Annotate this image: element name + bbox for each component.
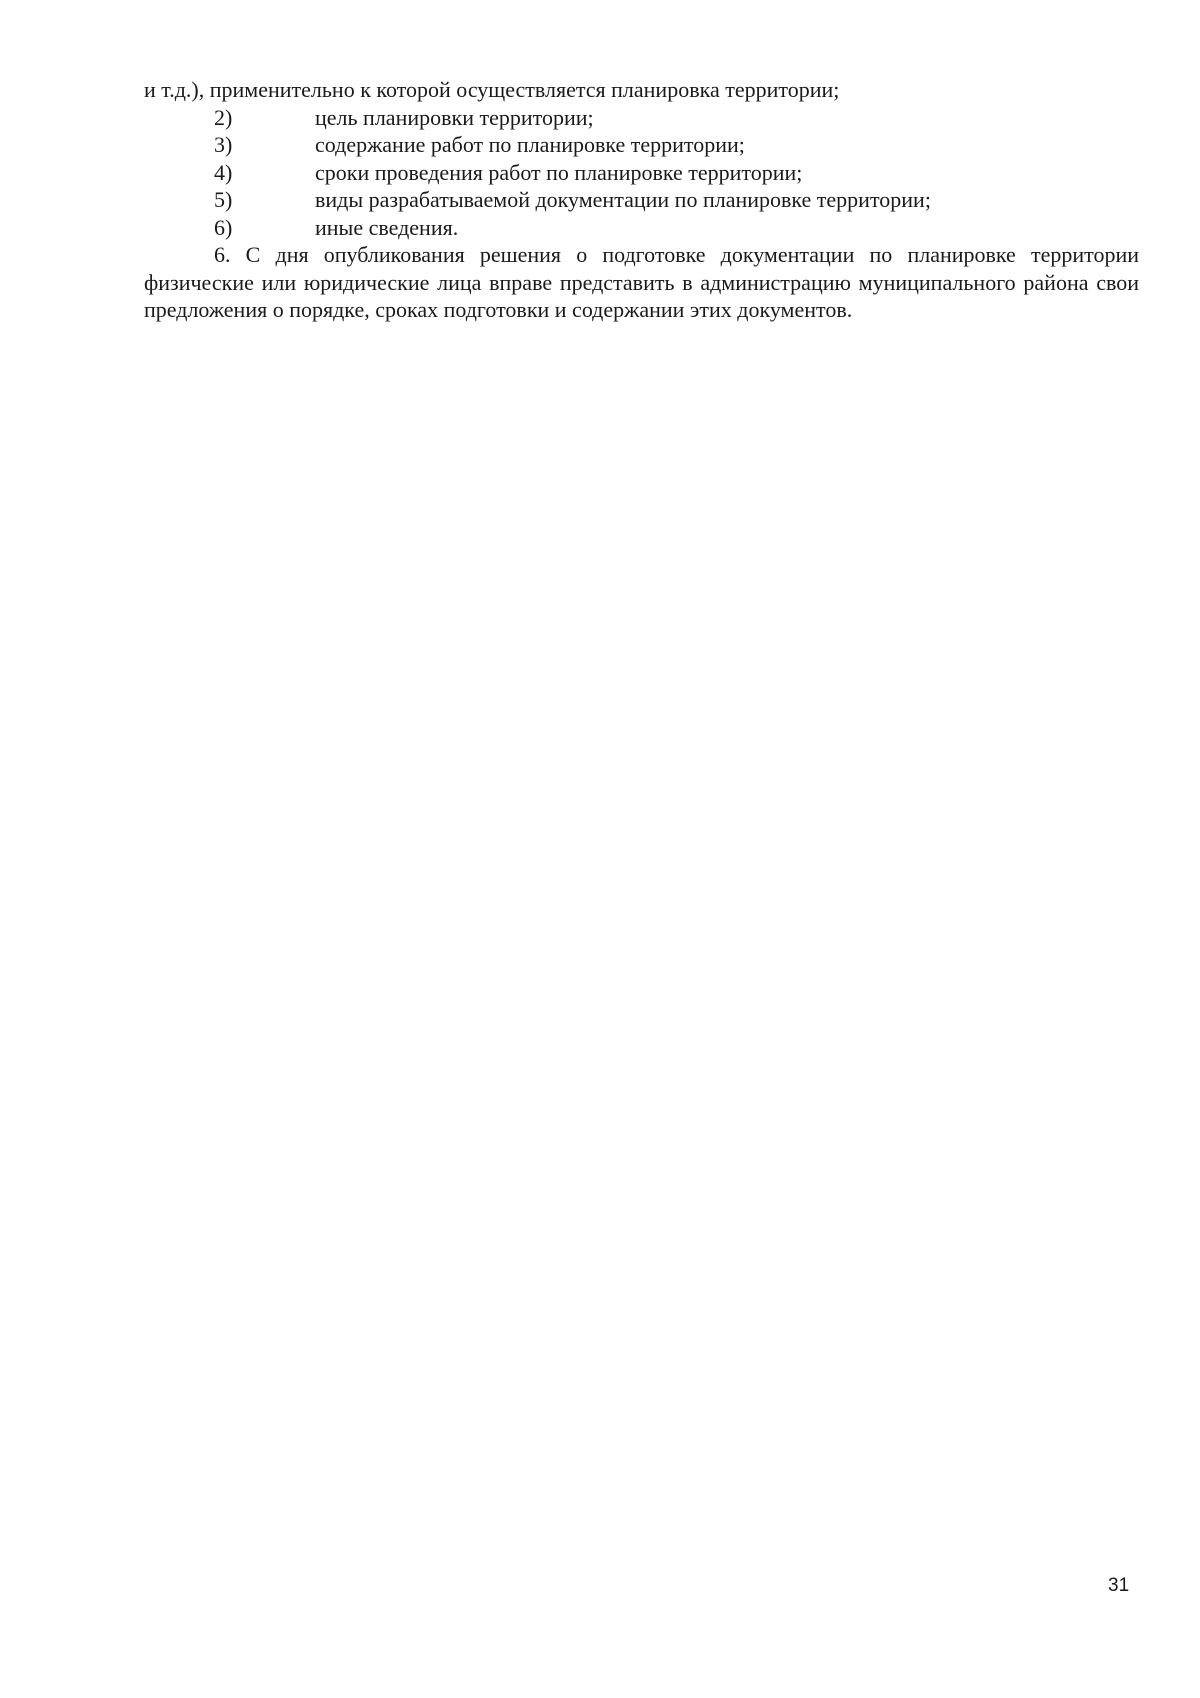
list-item [144, 159, 1139, 187]
list-item-text: содержание работ по планировке территории; [315, 132, 745, 157]
list-item [144, 186, 1139, 214]
list-item-number: 6) [214, 214, 233, 240]
list-item-number: 2) [214, 104, 233, 130]
page-number: 31 [1108, 1575, 1130, 1596]
document-body [144, 76, 1139, 324]
list-item-text: сроки проведения работ по планировке территории; [315, 159, 803, 185]
list-item-number: 3) [214, 132, 233, 157]
list-item [144, 131, 1139, 159]
paragraph-6: 6. С дня опубликования решения о подготовке документации по планировке территории физические или юридические лица вправе представить в администрацию муниципального района свои предложения о порядке, сроках подготовки и содержании этих документов. [144, 242, 1139, 322]
continuation-line: и т.д.), применительно к которой осуществляется планировка территории; [144, 77, 840, 102]
list-item [144, 214, 1139, 242]
list-item-text: иные сведения. [315, 214, 459, 240]
list-item-text: виды разрабатываемой документации по планировке территории; [315, 187, 931, 212]
list-item-text: цель планировки территории; [315, 104, 594, 130]
list-item [144, 104, 1139, 132]
list-item-number: 4) [214, 159, 233, 185]
list-item-number: 5) [214, 187, 233, 212]
